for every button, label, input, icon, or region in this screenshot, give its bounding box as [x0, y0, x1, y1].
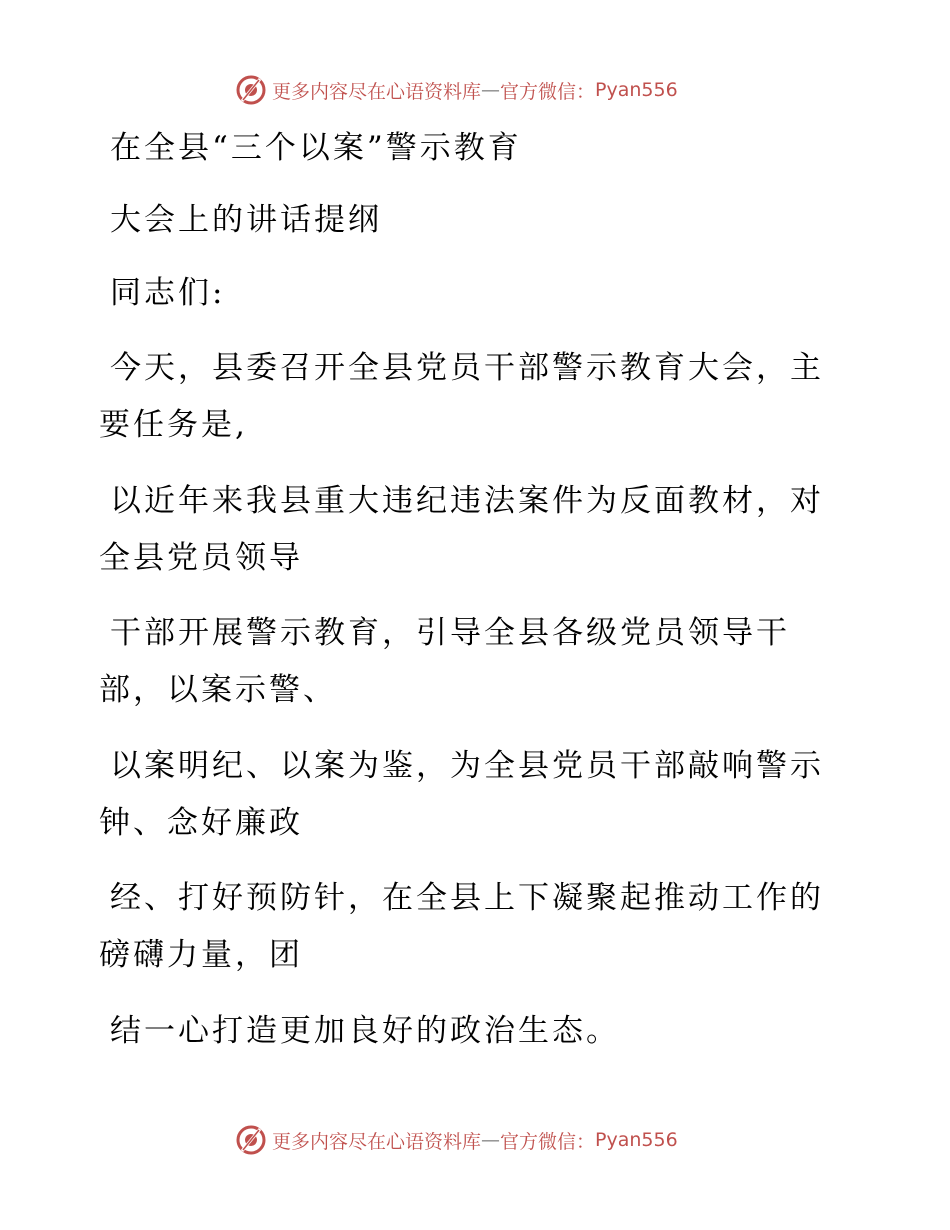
- body-line: 以案明纪、以案为鉴，为全县党员干部敲响警示: [110, 748, 824, 784]
- quill-logo-icon: [234, 73, 268, 107]
- footer-watermark: [234, 1122, 678, 1158]
- body-line: 今天，县委召开全县党员干部警示教育大会，主: [110, 350, 824, 386]
- body-line: 部，以案示警、: [99, 672, 337, 708]
- watermark-wechat-id: Pyan556: [595, 1129, 678, 1151]
- document-title-line-2: 大会上的讲话提纲: [110, 202, 382, 238]
- salutation: 同志们:: [110, 275, 226, 311]
- body-line: 结一心打造更加良好的政治生态。: [110, 1013, 620, 1049]
- document-title-line-1: 在全县“三个以案”警示教育: [110, 130, 522, 166]
- watermark-text: 更多内容尽在心语资料库: [272, 80, 482, 103]
- body-line: 干部开展警示教育，引导全县各级党员领导干: [110, 615, 790, 651]
- quill-logo-icon: [234, 1123, 268, 1157]
- watermark-text: 更多内容尽在心语资料库: [272, 1130, 482, 1153]
- header-watermark: [234, 72, 678, 108]
- body-line: 全县党员领导: [99, 540, 303, 576]
- watermark-separator: —: [481, 79, 501, 101]
- watermark-separator: —: [481, 1129, 501, 1151]
- watermark-label: 官方微信：: [500, 80, 596, 103]
- body-line: 经、打好预防针，在全县上下凝聚起推动工作的: [110, 880, 824, 916]
- body-line: 以近年来我县重大违纪违法案件为反面教材，对: [110, 483, 824, 519]
- body-line: 磅礴力量，团: [99, 937, 303, 973]
- watermark-wechat-id: Pyan556: [595, 79, 678, 101]
- watermark-label: 官方微信：: [500, 1130, 596, 1153]
- body-line: 钟、念好廉政: [99, 805, 303, 841]
- body-line: 要任务是,: [99, 407, 248, 443]
